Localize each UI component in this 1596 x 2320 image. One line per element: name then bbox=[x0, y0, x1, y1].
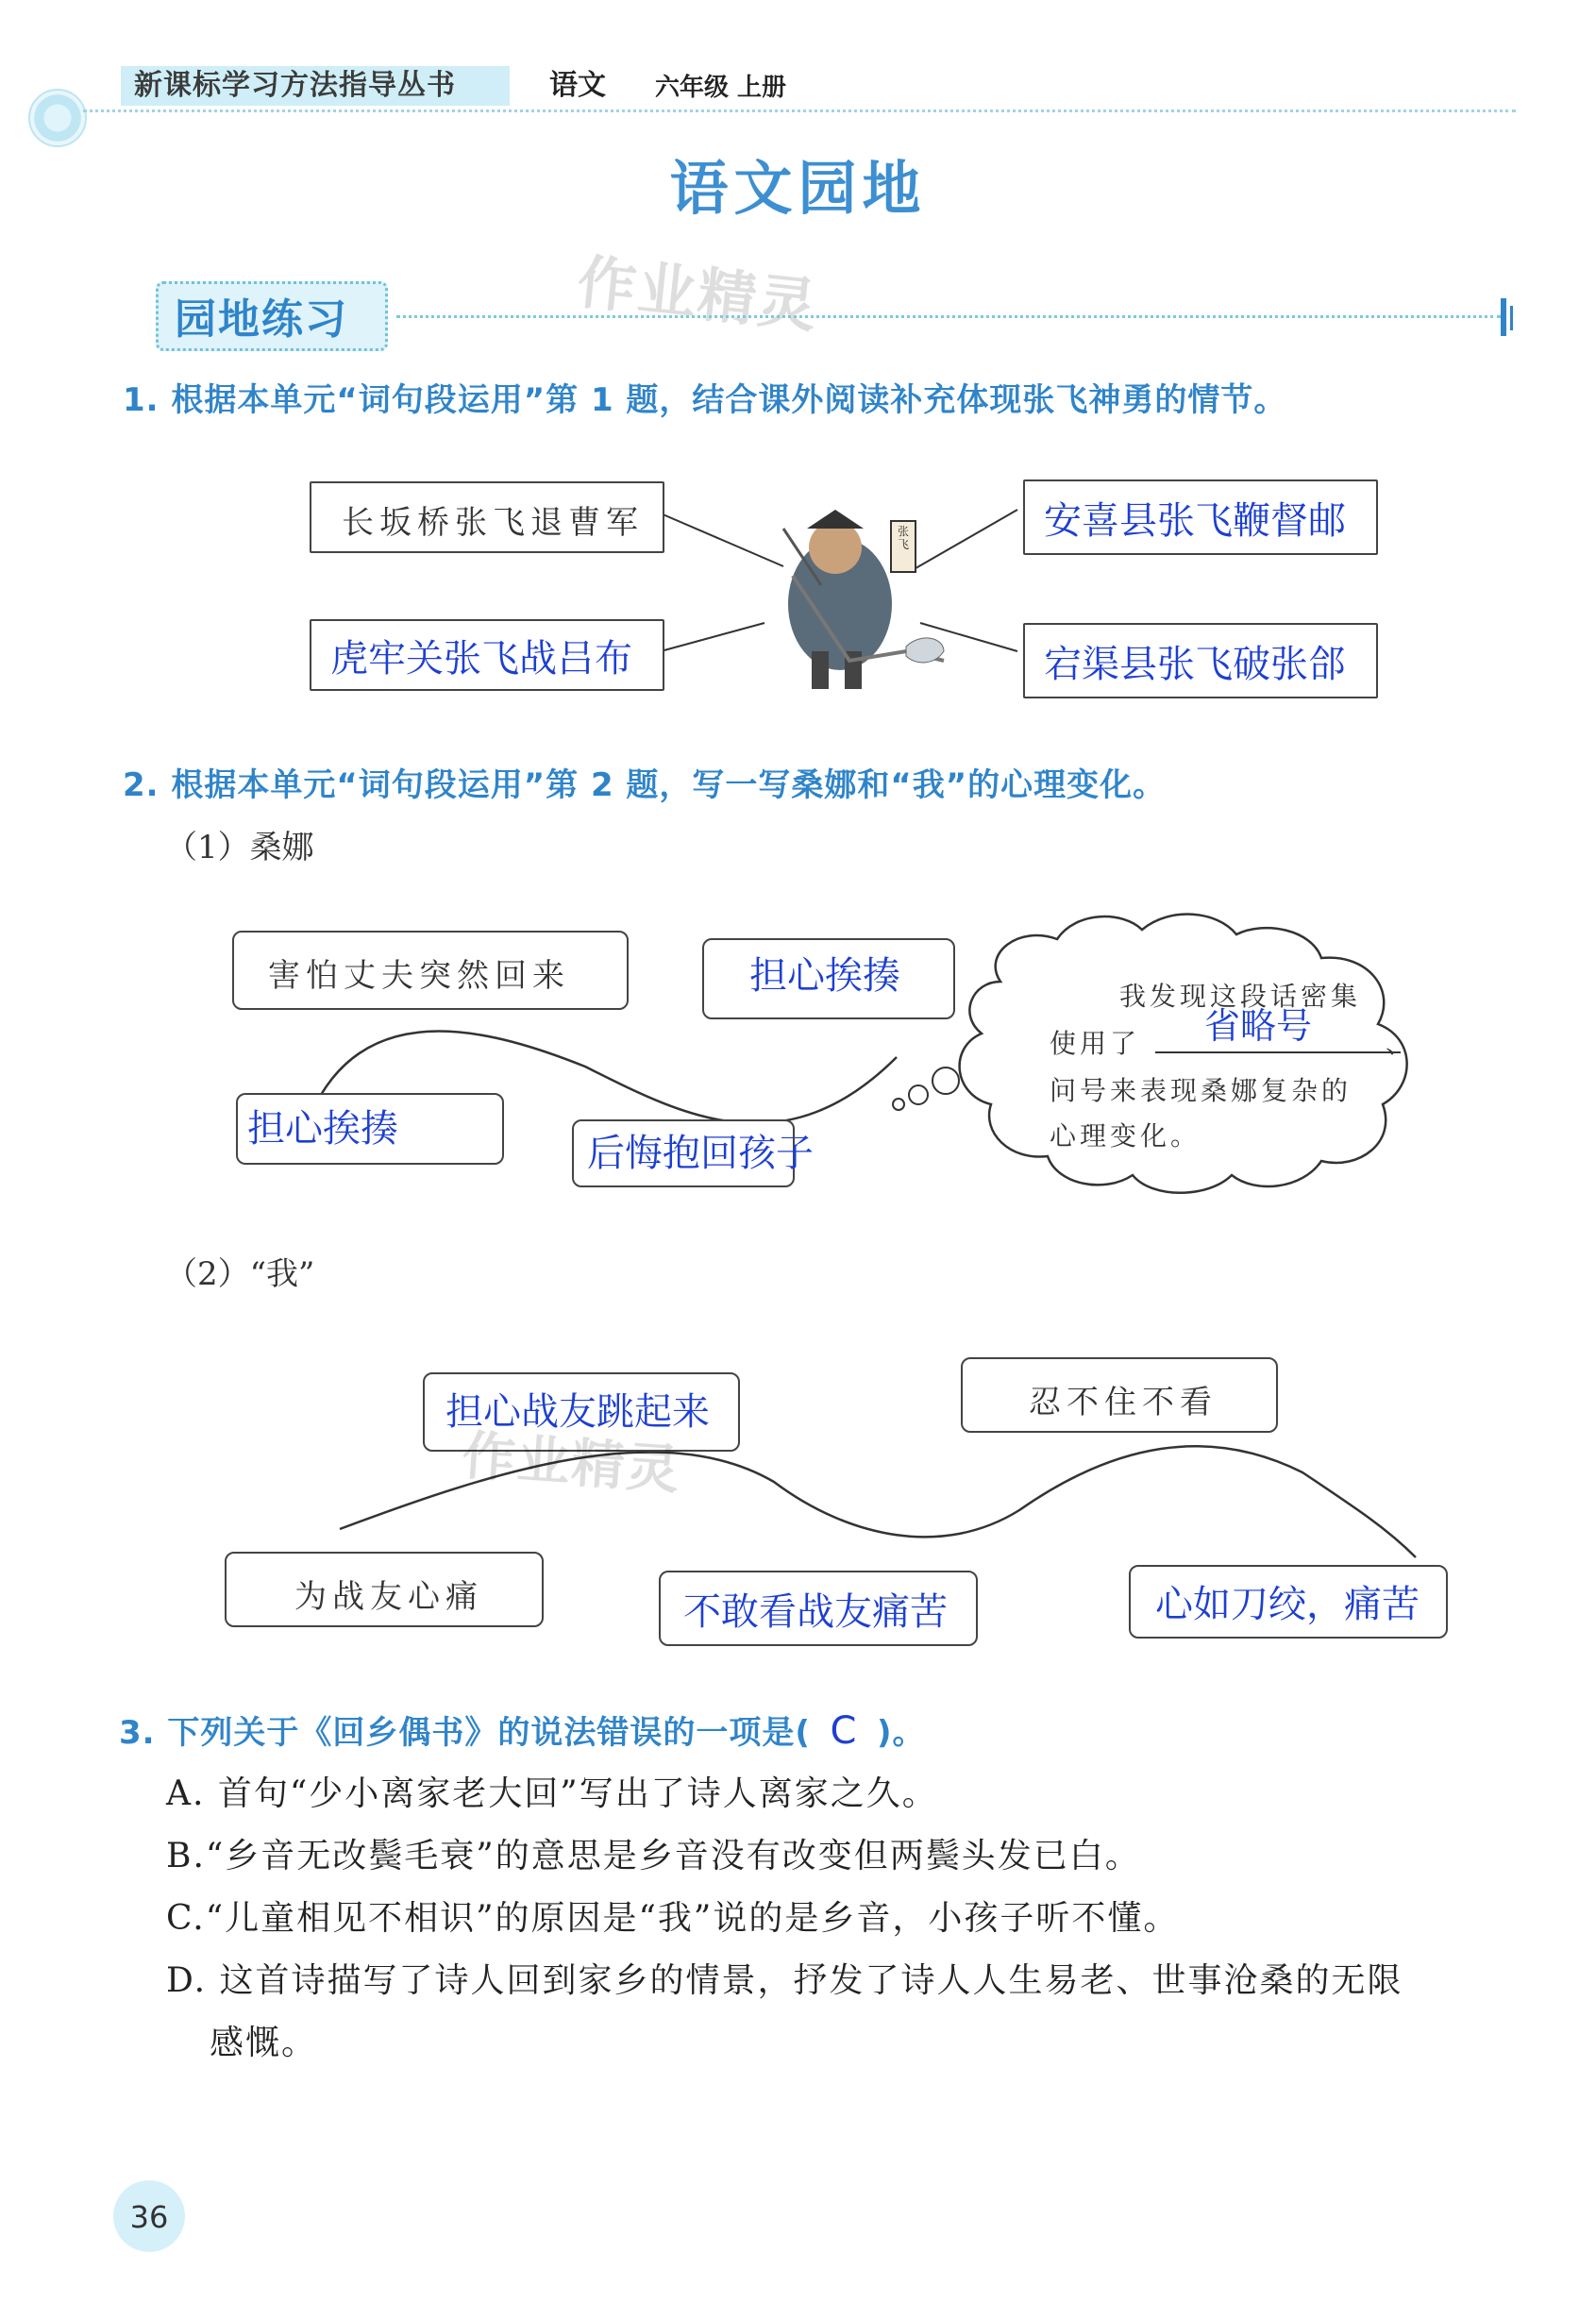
option-a: A. 首句“少小离家老大回”写出了诗人离家之久。 bbox=[166, 1774, 938, 1813]
watermark-2: 作业精灵 bbox=[460, 1424, 683, 1503]
book-series-title: 新课标学习方法指导丛书 bbox=[134, 69, 456, 102]
subject-label: 语文 bbox=[549, 69, 606, 102]
q2-p2-box-1-answer: 担心战友跳起来 bbox=[445, 1390, 710, 1434]
page-title: 语文园地 bbox=[669, 154, 927, 223]
q2-p1-box-4 bbox=[572, 1119, 814, 1187]
watermark: 作业精灵 bbox=[574, 246, 822, 342]
q1-box-3 bbox=[1023, 479, 1378, 555]
q2-p1-box-3 bbox=[236, 1093, 504, 1165]
option-b: B.“乡音无改鬓毛衰”的意思是乡音没有改变但两鬓头发已白。 bbox=[166, 1837, 1141, 1875]
option-d: D. 这首诗描写了诗人回到家乡的情景，抒发了诗人人生易老、世事沧桑的无限 bbox=[166, 1961, 1403, 2000]
page-number: 36 bbox=[129, 2199, 169, 2235]
q2-p1-box-1 bbox=[232, 931, 629, 1010]
illustration-plaque-text: 张飞 bbox=[897, 525, 909, 551]
q2-p2-box-2 bbox=[961, 1357, 1278, 1433]
question-3-prompt-end: )。 bbox=[876, 1714, 926, 1752]
q1-box-1 bbox=[310, 481, 664, 553]
cloud-line-3: 问号来表现桑娜复杂的 bbox=[1050, 1075, 1352, 1106]
q2-p2-box-4 bbox=[659, 1571, 978, 1646]
cloud-answer-blank bbox=[1155, 1051, 1401, 1053]
q2-p1-box-3-answer: 担心挨揍 bbox=[247, 1107, 398, 1151]
zhang-fei-illustration bbox=[783, 510, 944, 689]
question-3-prompt bbox=[119, 1706, 926, 1753]
cloud-line-2-pre: 使用了 bbox=[1050, 1028, 1141, 1059]
cloud-line-1: 我发现这段话密集 bbox=[1119, 981, 1362, 1012]
section-title: 园地练习 bbox=[175, 295, 348, 344]
thought-dot bbox=[893, 1099, 904, 1110]
option-d-continued: 感慨。 bbox=[210, 2024, 318, 2062]
cloud-line-4: 心理变化。 bbox=[1050, 1120, 1201, 1152]
q2-p1-box-2-answer: 担心挨揍 bbox=[749, 954, 900, 998]
q1-box-2-answer: 虎牢关张飞战吕布 bbox=[330, 637, 632, 681]
q1-box-3-answer: 安喜县张飞鞭督邮 bbox=[1044, 499, 1346, 543]
q2-p2-box-4-answer: 不敢看战友痛苦 bbox=[683, 1590, 948, 1634]
q2-p2-box-5-answer: 心如刀绞，痛苦 bbox=[1155, 1583, 1420, 1626]
grade-label: 六年级 上册 bbox=[655, 74, 787, 102]
question-2-prompt: 2. 根据本单元“词句段运用”第 2 题，写一写桑娜和“我”的心理变化。 bbox=[123, 766, 1167, 804]
q1-box-2 bbox=[310, 619, 664, 691]
thought-dot bbox=[932, 1068, 959, 1094]
q2-part2-label: （2）“我” bbox=[165, 1255, 315, 1293]
connector-line bbox=[661, 513, 783, 566]
cloud-answer: 省略号 bbox=[1204, 1005, 1313, 1047]
q2-p2-box-3-text: 为战友心痛 bbox=[294, 1578, 483, 1616]
question-1-prompt: 1. 根据本单元“词句段运用”第 1 题，结合课外阅读补充体现张飞神勇的情节。 bbox=[123, 381, 1287, 419]
q2-part1-label: （1）桑娜 bbox=[165, 829, 314, 866]
cloud-line-2-post: 、 bbox=[1386, 1028, 1419, 1059]
thought-dot bbox=[909, 1085, 928, 1104]
q2-p1-box-4-answer: 后悔抱回孩子 bbox=[587, 1132, 814, 1175]
q2-p2-box-2-text: 忍不住不看 bbox=[1029, 1384, 1218, 1421]
q2-p2-box-5 bbox=[1129, 1565, 1448, 1639]
option-c: C.“儿童相见不相识”的原因是“我”说的是乡音，小孩子听不懂。 bbox=[166, 1899, 1180, 1938]
q1-box-1-text: 长坂桥张飞退曹军 bbox=[342, 504, 644, 542]
q2-p1-box-1-text: 害怕丈夫突然回来 bbox=[268, 957, 570, 995]
q2-p2-box-3 bbox=[225, 1552, 544, 1627]
q1-box-4 bbox=[1023, 623, 1378, 698]
q2-p1-box-2 bbox=[702, 938, 955, 1019]
question-3-answer: C bbox=[830, 1709, 858, 1753]
connector-line bbox=[911, 510, 1017, 571]
question-3-prompt-text: 3. 下列关于《回乡偶书》的说法错误的一项是( bbox=[119, 1714, 811, 1752]
q1-box-4-answer: 宕渠县张飞破张郃 bbox=[1044, 643, 1346, 686]
connector-line bbox=[661, 623, 764, 651]
